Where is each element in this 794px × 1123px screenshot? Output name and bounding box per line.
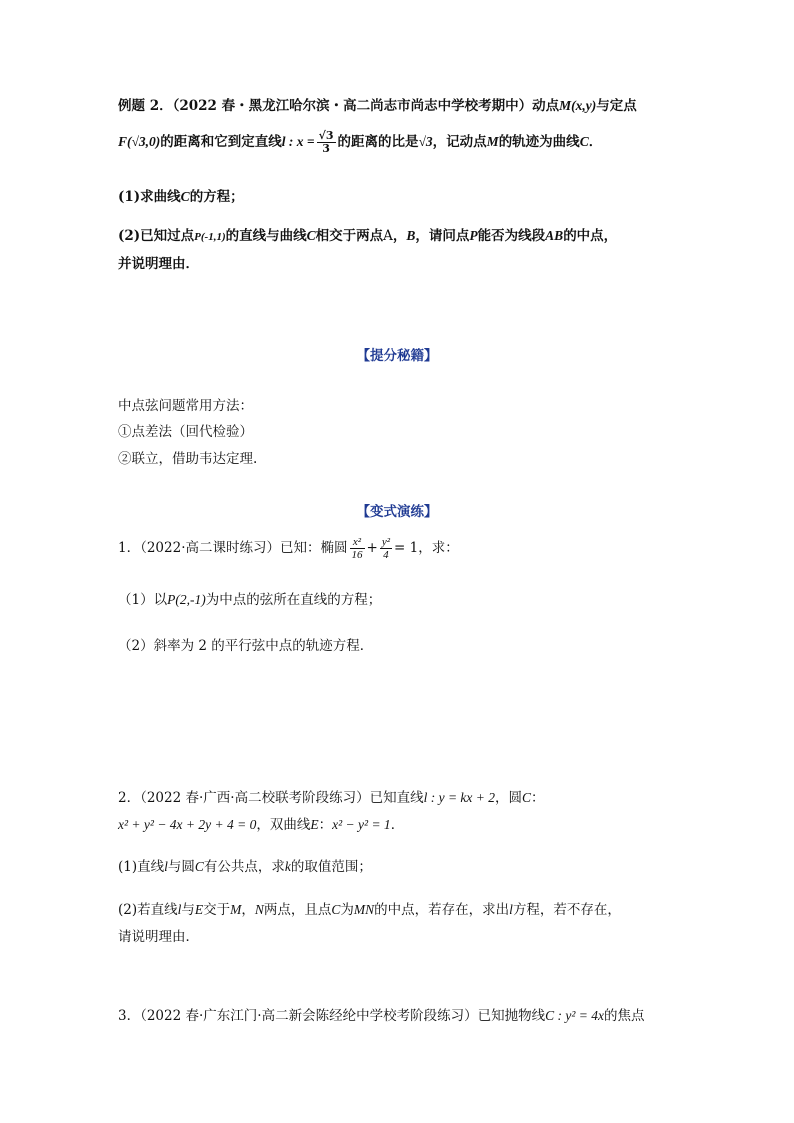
fraction-numerator: x² <box>350 536 365 549</box>
punct: ． <box>588 134 603 150</box>
punct: ： <box>318 817 333 833</box>
question-text: 相交于两点 <box>315 228 384 244</box>
question-text: 的方程； <box>189 189 244 205</box>
var-e: E <box>194 902 204 917</box>
point-p: P(2,-1) <box>167 592 206 607</box>
point-f: F(√3,0) <box>118 134 161 149</box>
var-mn: MN <box>353 902 375 917</box>
problem-2-line-2 <box>118 815 404 835</box>
var-m: M <box>486 134 499 149</box>
var-l: l <box>164 859 168 874</box>
problem-text: 3．（2022 春·广东江门·高二新会陈经纶中学校考阶段练习）已知抛物线 <box>118 1008 546 1024</box>
question-2 <box>118 226 617 247</box>
question-2-line-2: 并说明理由． <box>118 256 199 272</box>
practice-title: 【变式演练】 <box>356 504 438 520</box>
problem-text: 与 <box>181 902 195 918</box>
fraction-denominator: 3 <box>322 142 330 155</box>
problem-2-q2-line-2: 请说明理由． <box>118 929 199 945</box>
problem-text: ，双曲线 <box>256 817 311 833</box>
question-text: 能否为线段 <box>477 228 546 244</box>
problem-text: 的焦点 <box>603 1008 645 1024</box>
problem-2-q1 <box>118 857 372 877</box>
line-l-eq: l : x = <box>281 134 315 149</box>
problem-text: 方程，若不存在， <box>512 902 621 918</box>
tips-line-2: ①点差法（回代检验） <box>118 424 253 440</box>
problem-text: 与圆 <box>167 859 195 875</box>
example-text: 与定点 <box>596 98 637 114</box>
var-ab: AB <box>545 228 564 243</box>
tips-line-3: ②联立，借助韦达定理. <box>118 451 258 467</box>
question-text: (2)已知过点 <box>118 228 195 244</box>
var-m: M <box>230 902 242 917</box>
problem-text: 为中点的弦所在直线的方程； <box>205 592 382 608</box>
hyperbola-eq: x² − y² = 1 <box>332 817 391 832</box>
var-c: C <box>522 790 532 805</box>
question-1 <box>118 187 244 207</box>
problem-text: 两点，且点 <box>263 902 332 918</box>
var-l: l <box>177 902 182 917</box>
punct: ， <box>241 902 255 918</box>
problem-text: 有公共点，求 <box>203 859 285 875</box>
question-text: ，请问点 <box>415 228 470 244</box>
problem-text: 的取值范围； <box>290 859 372 875</box>
problem-1-q2: （2）斜率为 2 的平行弦中点的轨迹方程． <box>118 638 374 654</box>
problem-2-q2 <box>118 900 621 920</box>
fraction-denominator: 16 <box>351 549 363 561</box>
var-e: E <box>310 817 319 832</box>
var-n: N <box>254 902 264 917</box>
var-a: A <box>383 228 393 244</box>
example-text: 的距离和它到定直线 <box>160 134 282 150</box>
tips-title: 【提分秘籍】 <box>356 348 438 364</box>
problem-text: 交于 <box>203 902 231 918</box>
var-l: l <box>509 902 513 917</box>
punct: ． <box>390 817 405 833</box>
example-header: 例题 2．（2022 春・黑龙江哈尔滨・高二尚志市尚志中学校考期中）动点 <box>118 98 560 114</box>
example-text: ，记动点 <box>432 134 487 150</box>
ratio-value: √3 <box>418 134 433 149</box>
circle-eq: x² + y² − 4x + 2y + 4 = 0 <box>118 817 257 832</box>
var-c: C <box>180 189 190 204</box>
point-p: P(-1,1) <box>194 231 226 243</box>
problem-2 <box>118 788 545 808</box>
point-m: M(x,y) <box>559 98 597 113</box>
var-b: B <box>406 228 416 243</box>
parabola-eq: C : y² = 4x <box>545 1008 604 1023</box>
var-k: k <box>284 859 291 874</box>
problem-text: 1．（2022·高二课时练习）已知：椭圆 <box>118 540 348 556</box>
var-c: C <box>579 134 589 149</box>
fraction <box>317 130 336 155</box>
problem-text: (1)直线 <box>118 859 165 875</box>
var-c: C <box>194 859 204 874</box>
problem-text: 2．（2022 春·广西·高二校联考阶段练习）已知直线 <box>118 790 424 806</box>
punct: ， <box>392 228 407 244</box>
example-text: 的距离的比是 <box>337 134 419 150</box>
var-c: C <box>306 228 316 243</box>
problem-1-q1 <box>118 590 381 610</box>
question-text: (1)求曲线 <box>118 189 181 205</box>
example-line-2 <box>118 130 602 155</box>
var-c: C <box>331 902 341 917</box>
tips-line-1: 中点弦问题常用方法： <box>118 398 253 414</box>
var-p: P <box>469 228 478 243</box>
fraction <box>350 536 365 561</box>
example-line-1 <box>118 96 637 116</box>
question-text: 的中点， <box>563 228 618 244</box>
punct: ： <box>531 790 545 806</box>
plus-sign: + <box>366 540 378 556</box>
problem-text: ，圆 <box>495 790 523 806</box>
problem-text: (2)若直线 <box>118 902 178 918</box>
line-eq: l : y = kx + 2 <box>423 790 496 805</box>
problem-text: （1）以 <box>118 592 168 608</box>
fraction-numerator: y² <box>381 536 390 548</box>
problem-3 <box>118 1006 644 1026</box>
fraction <box>380 536 392 561</box>
question-text: 的直线与曲线 <box>225 228 307 244</box>
problem-1 <box>118 536 459 561</box>
problem-text: 为 <box>340 902 354 918</box>
fraction-numerator: √3 <box>318 129 334 142</box>
problem-text: = 1，求： <box>394 540 459 556</box>
problem-text: 的中点，若存在，求出 <box>374 902 510 918</box>
example-text: 的轨迹为曲线 <box>498 134 580 150</box>
fraction-denominator: 4 <box>383 549 389 561</box>
